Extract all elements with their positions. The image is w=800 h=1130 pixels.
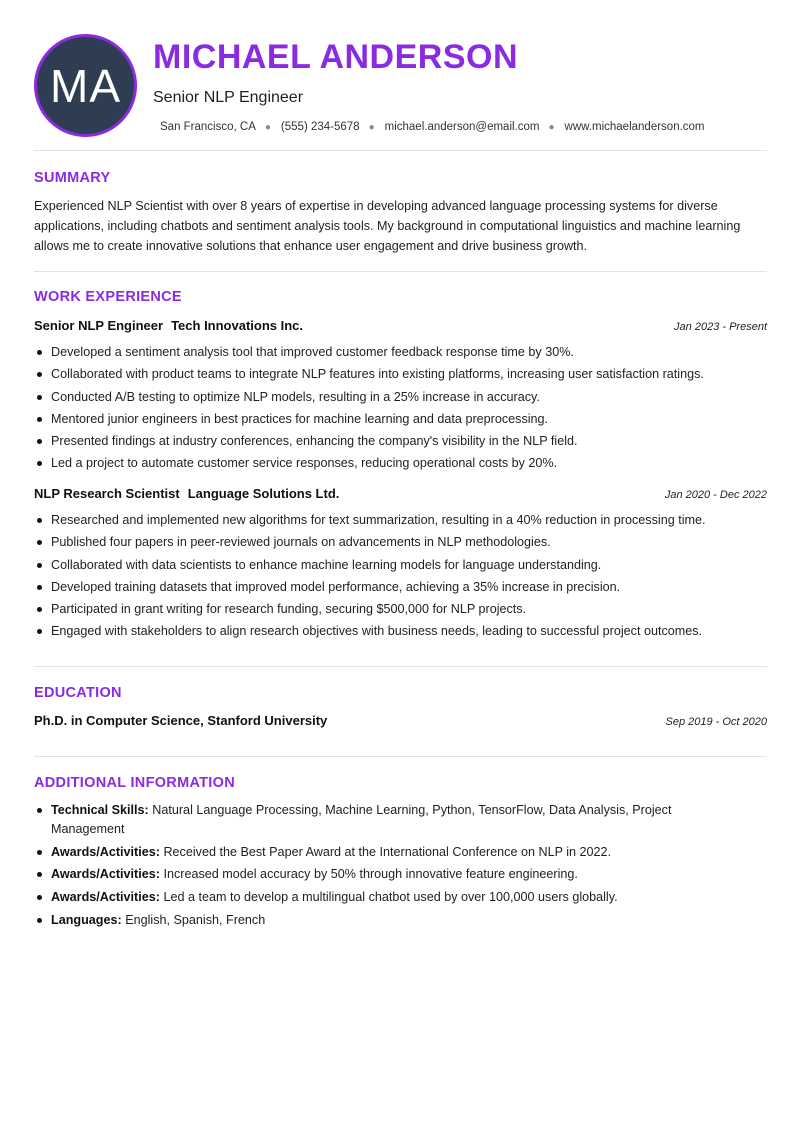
divider [34, 150, 767, 151]
contact-website[interactable]: www.michaelanderson.com [564, 121, 705, 133]
list-item: Developed training datasets that improved model performance, achieving a 35% increase in precision. [34, 576, 774, 598]
job-bullets [34, 509, 774, 643]
item-text: English, Spanish, French [125, 912, 266, 927]
education-degree: Ph.D. in Computer Science, Stanford University [34, 713, 328, 728]
item-text: Received the Best Paper Award at the International Conference on NLP in 2022. [163, 844, 612, 859]
list-item: Published four papers in peer-reviewed journals on advancements in NLP methodologies. [34, 531, 774, 553]
list-item: Collaborated with data scientists to enhance machine learning models for language understanding. [34, 554, 774, 576]
item-text: Increased model accuracy by 50% through innovative feature engineering. [163, 867, 578, 881]
item-label: Awards/Activities: [51, 844, 160, 859]
education-heading: EDUCATION [34, 685, 122, 701]
job-dates: Jan 2020 - Dec 2022 [664, 489, 767, 501]
job-bullets [34, 341, 774, 475]
education-entry [34, 713, 767, 728]
additional-heading: ADDITIONAL INFORMATION [34, 775, 235, 791]
additional-list [34, 801, 724, 933]
list-item: Led a project to automate customer service responses, reducing operational costs by 20%. [34, 452, 774, 474]
education-dates: Sep 2019 - Oct 2020 [665, 716, 767, 728]
experience-heading: WORK EXPERIENCE [34, 289, 182, 305]
list-item: Developed a sentiment analysis tool that improved customer feedback response time by 30%. [34, 341, 774, 363]
divider [34, 756, 767, 757]
job-role: Senior NLP Engineer [34, 318, 164, 333]
item-label: Technical Skills: [51, 803, 149, 817]
separator-dot-icon: ● [264, 121, 271, 133]
divider [34, 271, 767, 272]
job-header [34, 486, 767, 501]
job-company: Language Solutions Ltd. [187, 486, 340, 501]
item-text: Natural Language Processing, Machine Learning, Python, TensorFlow, Data Analysis, Project Management [51, 803, 672, 836]
job-title-line [34, 486, 339, 501]
list-item [34, 843, 724, 862]
item-text: Led a team to develop a multilingual chatbot used by over 100,000 users globally. [163, 889, 618, 904]
item-label: Awards/Activities: [51, 889, 160, 904]
job-company: Tech Innovations Inc. [171, 318, 304, 333]
separator-dot-icon: ● [368, 121, 375, 133]
item-label: Awards/Activities: [51, 867, 160, 881]
candidate-name: MICHAEL ANDERSON [153, 38, 519, 76]
list-item [34, 911, 724, 930]
avatar-initials: MA [50, 59, 121, 112]
candidate-title: Senior NLP Engineer [153, 89, 304, 106]
list-item [34, 801, 724, 839]
item-label: Languages: [51, 912, 122, 927]
summary-heading: SUMMARY [34, 170, 111, 186]
job-title-line [34, 318, 303, 333]
list-item: Participated in grant writing for research funding, securing $500,000 for NLP projects. [34, 598, 774, 620]
job-header [34, 318, 767, 333]
contact-location: San Francisco, CA [160, 121, 256, 133]
avatar [34, 34, 137, 137]
list-item [34, 865, 724, 884]
job-dates: Jan 2023 - Present [674, 321, 767, 333]
list-item: Collaborated with product teams to integrate NLP features into existing platforms, increasing user satisfaction ratings. [34, 363, 774, 385]
separator-dot-icon: ● [548, 121, 555, 133]
list-item: Mentored junior engineers in best practices for machine learning and data preprocessing. [34, 408, 774, 430]
contact-phone[interactable]: (555) 234-5678 [280, 121, 360, 133]
contact-email[interactable]: michael.anderson@email.com [384, 121, 540, 133]
summary-text: Experienced NLP Scientist with over 8 years of expertise in developing advanced language processing systems for diverse applications, including chatbots and sentiment analysis tools. My background in computational linguistics and machine learning allows me to create innovative solutions that enhance user engagement and drive business growth. [34, 199, 741, 253]
list-item: Conducted A/B testing to optimize NLP models, resulting in a 25% increase in accuracy. [34, 386, 774, 408]
divider [34, 666, 767, 667]
list-item [34, 888, 724, 907]
job-role: NLP Research Scientist [34, 486, 180, 501]
list-item: Researched and implemented new algorithms for text summarization, resulting in a 40% reduction in processing time. [34, 509, 774, 531]
list-item: Engaged with stakeholders to align research objectives with business needs, leading to successful project outcomes. [34, 620, 774, 642]
list-item: Presented findings at industry conferences, enhancing the company's visibility in the NLP field. [34, 430, 774, 452]
contact-bar [160, 121, 705, 133]
